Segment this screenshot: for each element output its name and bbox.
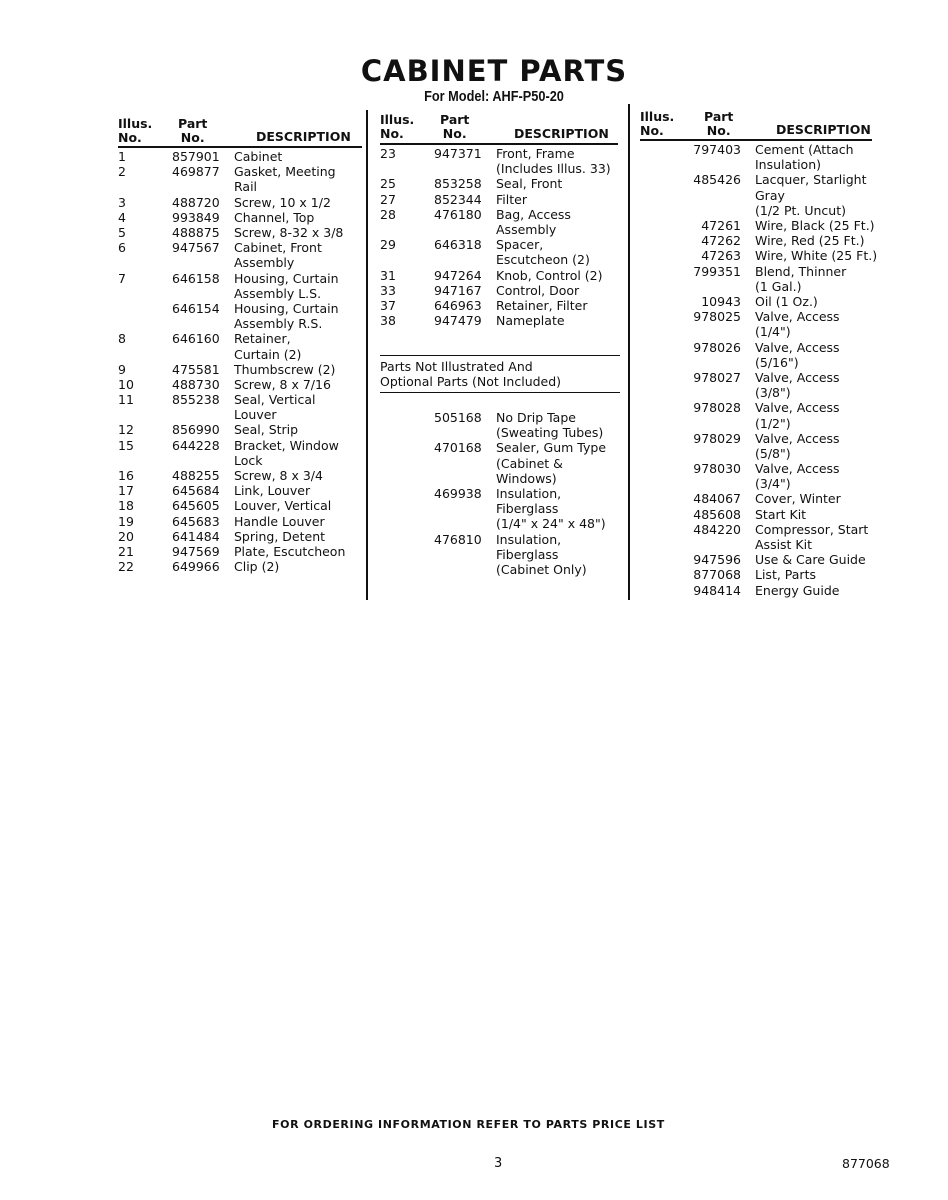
table-row xyxy=(640,507,886,522)
part-number: 469877 xyxy=(172,164,220,180)
table-row xyxy=(380,532,626,578)
part-description: Retainer, Curtain (2) xyxy=(234,331,302,362)
part-description: Housing, Curtain Assembly L.S. xyxy=(234,270,339,301)
part-description: Filter xyxy=(496,191,527,207)
optional-parts-list xyxy=(380,410,626,577)
header-underline xyxy=(380,143,618,145)
table-row xyxy=(118,271,364,301)
header-underline xyxy=(640,139,872,141)
part-number: 852344 xyxy=(434,191,482,207)
part-description: Louver, Vertical xyxy=(234,498,332,514)
part-description: Clip (2) xyxy=(234,559,280,575)
part-description: Insulation, Fiberglass (1/4" x 24" x 48") xyxy=(496,485,606,532)
part-number: 947567 xyxy=(172,240,220,256)
part-description: Retainer, Filter xyxy=(496,297,588,313)
header-text: Part xyxy=(440,112,470,127)
part-number: 993849 xyxy=(172,209,220,225)
part-description: Seal, Vertical Louver xyxy=(234,392,316,423)
part-number: 947569 xyxy=(172,543,220,559)
part-description: Link, Louver xyxy=(234,483,311,499)
description-header: DESCRIPTION xyxy=(514,126,609,141)
part-number: 646154 xyxy=(172,300,220,316)
part-description: Use & Care Guide xyxy=(755,552,866,568)
part-number: 947596 xyxy=(693,552,741,568)
illus-number: 18 xyxy=(118,498,134,514)
part-number: 470168 xyxy=(434,440,482,456)
part-number: 505168 xyxy=(434,410,482,425)
part-number: 485426 xyxy=(693,172,741,188)
table-row xyxy=(118,331,364,361)
part-description: Control, Door xyxy=(496,282,580,298)
part-number: 484220 xyxy=(693,521,741,537)
part-number: 947371 xyxy=(434,146,482,161)
table-row xyxy=(380,298,626,313)
table-row xyxy=(118,422,364,437)
part-description: Wire, White (25 Ft.) xyxy=(755,248,878,264)
illus-header xyxy=(640,110,674,138)
header-text: No. xyxy=(442,126,467,141)
part-number: 646963 xyxy=(434,297,482,313)
part-number: 488875 xyxy=(172,224,220,240)
illus-number: 22 xyxy=(118,559,134,575)
part-number: 645684 xyxy=(172,483,220,499)
table-row xyxy=(118,195,364,210)
table-row xyxy=(640,583,886,598)
parts-column-1 xyxy=(118,149,364,574)
table-row xyxy=(640,461,886,491)
part-description: Wire, Red (25 Ft.) xyxy=(755,233,865,249)
table-row xyxy=(118,559,364,574)
page-title: CABINET PARTS xyxy=(360,54,628,88)
table-row xyxy=(640,431,886,461)
table-row xyxy=(118,149,364,164)
part-description: List, Parts xyxy=(755,567,816,583)
part-number: 644228 xyxy=(172,437,220,453)
illus-number: 9 xyxy=(118,361,126,377)
illus-number: 5 xyxy=(118,224,126,240)
illus-number: 15 xyxy=(118,437,134,453)
illus-number: 1 xyxy=(118,149,126,164)
part-description: Cabinet, Front Assembly xyxy=(234,240,322,271)
header-text: No. xyxy=(118,130,142,145)
illus-number: 12 xyxy=(118,422,134,438)
header-underline xyxy=(118,146,362,148)
table-row xyxy=(640,567,886,582)
part-description: Insulation, Fiberglass (Cabinet Only) xyxy=(496,531,587,577)
part-description: Blend, Thinner (1 Gal.) xyxy=(755,263,847,294)
part-number: 641484 xyxy=(172,528,220,544)
part-description: Spring, Detent xyxy=(234,528,326,544)
table-row xyxy=(118,483,364,498)
part-number: 646158 xyxy=(172,270,220,286)
table-row xyxy=(640,309,886,339)
part-description: Compressor, Start Assist Kit xyxy=(755,521,869,553)
part-number: 877068 xyxy=(693,567,741,583)
part-description: Screw, 10 x 1/2 xyxy=(234,194,331,210)
table-row xyxy=(640,172,886,218)
part-number: 947479 xyxy=(434,313,482,329)
part-description: Valve, Access (3/8") xyxy=(755,369,840,401)
part-description: Valve, Access (1/2") xyxy=(755,400,840,431)
part-description: Nameplate xyxy=(496,313,565,329)
table-row xyxy=(380,486,626,532)
part-number: 978027 xyxy=(693,369,741,385)
illus-number: 23 xyxy=(380,146,396,161)
part-number: 476180 xyxy=(434,206,482,222)
illus-number: 33 xyxy=(380,282,396,298)
part-number: 10943 xyxy=(701,293,741,309)
table-row xyxy=(118,529,364,544)
table-row xyxy=(640,294,886,309)
table-row xyxy=(640,218,886,233)
illus-number: 3 xyxy=(118,194,126,210)
part-description: Thumbscrew (2) xyxy=(234,361,336,377)
table-row xyxy=(118,377,364,392)
description-header: DESCRIPTION xyxy=(776,122,871,137)
part-number: 484067 xyxy=(693,491,741,507)
illus-number: 25 xyxy=(380,176,396,192)
part-number: 649966 xyxy=(172,559,220,575)
part-number: 797403 xyxy=(693,142,741,157)
illus-number: 21 xyxy=(118,543,134,559)
table-row xyxy=(118,362,364,377)
illus-number: 2 xyxy=(118,164,126,180)
part-number: 488255 xyxy=(172,468,220,484)
part-description: Handle Louver xyxy=(234,513,325,529)
model-subtitle: For Model: AHF-P50-20 xyxy=(424,88,564,105)
illus-number: 11 xyxy=(118,392,134,408)
illus-number: 17 xyxy=(118,483,134,499)
part-description: Cement (Attach Insulation) xyxy=(755,142,854,173)
part-number: 488720 xyxy=(172,194,220,210)
part-description: Lacquer, Starlight Gray (1/2 Pt. Uncut) xyxy=(755,172,867,218)
part-description: Front, Frame (Includes Illus. 33) xyxy=(496,146,611,177)
table-row xyxy=(118,438,364,468)
illus-number: 6 xyxy=(118,240,126,256)
illus-header xyxy=(380,113,414,141)
part-header xyxy=(440,113,469,141)
table-row xyxy=(640,142,886,172)
table-row xyxy=(380,313,626,328)
table-row xyxy=(118,468,364,483)
header-text: No. xyxy=(180,130,205,145)
part-number: 978029 xyxy=(693,430,741,446)
part-description: Bracket, Window Lock xyxy=(234,437,339,468)
part-number: 857901 xyxy=(172,149,220,164)
table-row xyxy=(640,248,886,263)
part-header xyxy=(704,110,733,138)
part-number: 469938 xyxy=(434,485,482,501)
table-row xyxy=(118,164,364,194)
part-description: Screw, 8 x 3/4 xyxy=(234,468,323,484)
table-row xyxy=(118,301,364,331)
illus-number: 38 xyxy=(380,313,396,329)
table-row xyxy=(640,233,886,248)
part-number: 47262 xyxy=(701,233,741,249)
page-number: 3 xyxy=(494,1156,503,1171)
illus-number: 27 xyxy=(380,191,396,207)
illus-number: 4 xyxy=(118,209,126,225)
table-row xyxy=(118,544,364,559)
illus-number: 29 xyxy=(380,237,396,253)
not-illustrated-note: Parts Not Illustrated And Optional Parts (Not Included) xyxy=(380,359,562,390)
header-text: Illus. xyxy=(118,116,153,131)
column-divider xyxy=(366,110,368,600)
table-row xyxy=(640,264,886,294)
table-row xyxy=(380,207,626,237)
part-number: 978030 xyxy=(693,461,741,477)
table-row xyxy=(118,498,364,513)
part-description: Plate, Escutcheon xyxy=(234,543,346,559)
part-description: Seal, Strip xyxy=(234,422,299,438)
part-number: 485608 xyxy=(693,506,741,522)
part-number: 47263 xyxy=(701,248,741,264)
part-number: 855238 xyxy=(172,392,220,408)
header-text: Part xyxy=(704,109,734,124)
table-row xyxy=(380,410,626,440)
part-number: 853258 xyxy=(434,176,482,192)
part-description: Start Kit xyxy=(755,506,807,522)
part-description: Screw, 8-32 x 3/8 xyxy=(234,224,344,240)
part-number: 646318 xyxy=(434,237,482,253)
illus-number: 16 xyxy=(118,468,134,484)
part-number: 47261 xyxy=(701,217,741,233)
part-description: Wire, Black (25 Ft.) xyxy=(755,217,875,233)
table-row xyxy=(640,400,886,430)
part-number: 476810 xyxy=(434,531,482,547)
part-number: 799351 xyxy=(693,263,741,279)
table-row xyxy=(118,240,364,270)
part-description: Screw, 8 x 7/16 xyxy=(234,376,331,392)
illus-number: 19 xyxy=(118,513,134,529)
table-row xyxy=(640,340,886,370)
table-row xyxy=(118,514,364,529)
part-description: Gasket, Meeting Rail xyxy=(234,164,336,195)
illus-number: 28 xyxy=(380,206,396,222)
table-row xyxy=(380,440,626,486)
section-divider xyxy=(380,392,620,393)
part-description: Cover, Winter xyxy=(755,491,841,507)
parts-column-2 xyxy=(380,146,626,328)
table-row xyxy=(640,370,886,400)
part-description: Oil (1 Oz.) xyxy=(755,293,818,309)
part-description: Valve, Access (5/8") xyxy=(755,430,840,461)
ordering-note: FOR ORDERING INFORMATION REFER TO PARTS PRICE LIST xyxy=(272,1118,665,1131)
header-text: Part xyxy=(178,116,208,131)
part-description: No Drip Tape (Sweating Tubes) xyxy=(496,410,604,441)
table-row xyxy=(380,146,626,176)
part-description: Valve, Access (1/4") xyxy=(755,309,840,340)
header-text: No. xyxy=(380,126,404,141)
part-header xyxy=(178,117,207,145)
table-row xyxy=(118,392,364,422)
table-row xyxy=(380,192,626,207)
part-description: Bag, Access Assembly xyxy=(496,206,571,237)
part-number: 488730 xyxy=(172,376,220,392)
table-row xyxy=(640,522,886,552)
part-number: 646160 xyxy=(172,331,220,347)
illus-number: 20 xyxy=(118,528,134,544)
part-description: Valve, Access (5/16") xyxy=(755,339,840,370)
header-text: Illus. xyxy=(640,109,675,124)
part-description: Valve, Access (3/4") xyxy=(755,461,840,492)
part-number: 475581 xyxy=(172,361,220,377)
illus-number: 10 xyxy=(118,376,134,392)
part-number: 947167 xyxy=(434,282,482,298)
part-description: Housing, Curtain Assembly R.S. xyxy=(234,300,339,332)
illus-number: 8 xyxy=(118,331,126,347)
part-number: 948414 xyxy=(693,582,741,598)
table-row xyxy=(380,283,626,298)
column-divider xyxy=(628,104,630,600)
header-text: Illus. xyxy=(380,112,415,127)
table-row xyxy=(118,210,364,225)
table-row xyxy=(640,491,886,506)
part-description: Channel, Top xyxy=(234,209,315,225)
part-number: 645683 xyxy=(172,513,220,529)
part-description: Sealer, Gum Type (Cabinet & Windows) xyxy=(496,440,607,486)
illus-number: 37 xyxy=(380,297,396,313)
table-row xyxy=(118,225,364,240)
part-number: 978028 xyxy=(693,400,741,416)
table-row xyxy=(380,176,626,191)
table-row xyxy=(380,268,626,283)
part-description: Energy Guide xyxy=(755,582,840,598)
table-row xyxy=(640,552,886,567)
illus-number: 31 xyxy=(380,267,396,283)
section-divider xyxy=(380,355,620,356)
part-description: Cabinet xyxy=(234,149,283,164)
part-number: 978025 xyxy=(693,309,741,325)
part-description: Knob, Control (2) xyxy=(496,267,603,283)
illus-header xyxy=(118,117,152,145)
part-number: 645605 xyxy=(172,498,220,514)
illus-number: 7 xyxy=(118,270,126,286)
parts-column-3 xyxy=(640,142,886,598)
header-text: No. xyxy=(640,123,664,138)
description-header: DESCRIPTION xyxy=(256,129,351,144)
part-number: 856990 xyxy=(172,422,220,438)
part-number: 947264 xyxy=(434,267,482,283)
table-row xyxy=(380,237,626,267)
part-description: Spacer, Escutcheon (2) xyxy=(496,237,590,268)
document-number: 877068 xyxy=(842,1156,890,1171)
part-number: 978026 xyxy=(693,339,741,355)
header-text: No. xyxy=(706,123,731,138)
part-description: Seal, Front xyxy=(496,176,563,192)
